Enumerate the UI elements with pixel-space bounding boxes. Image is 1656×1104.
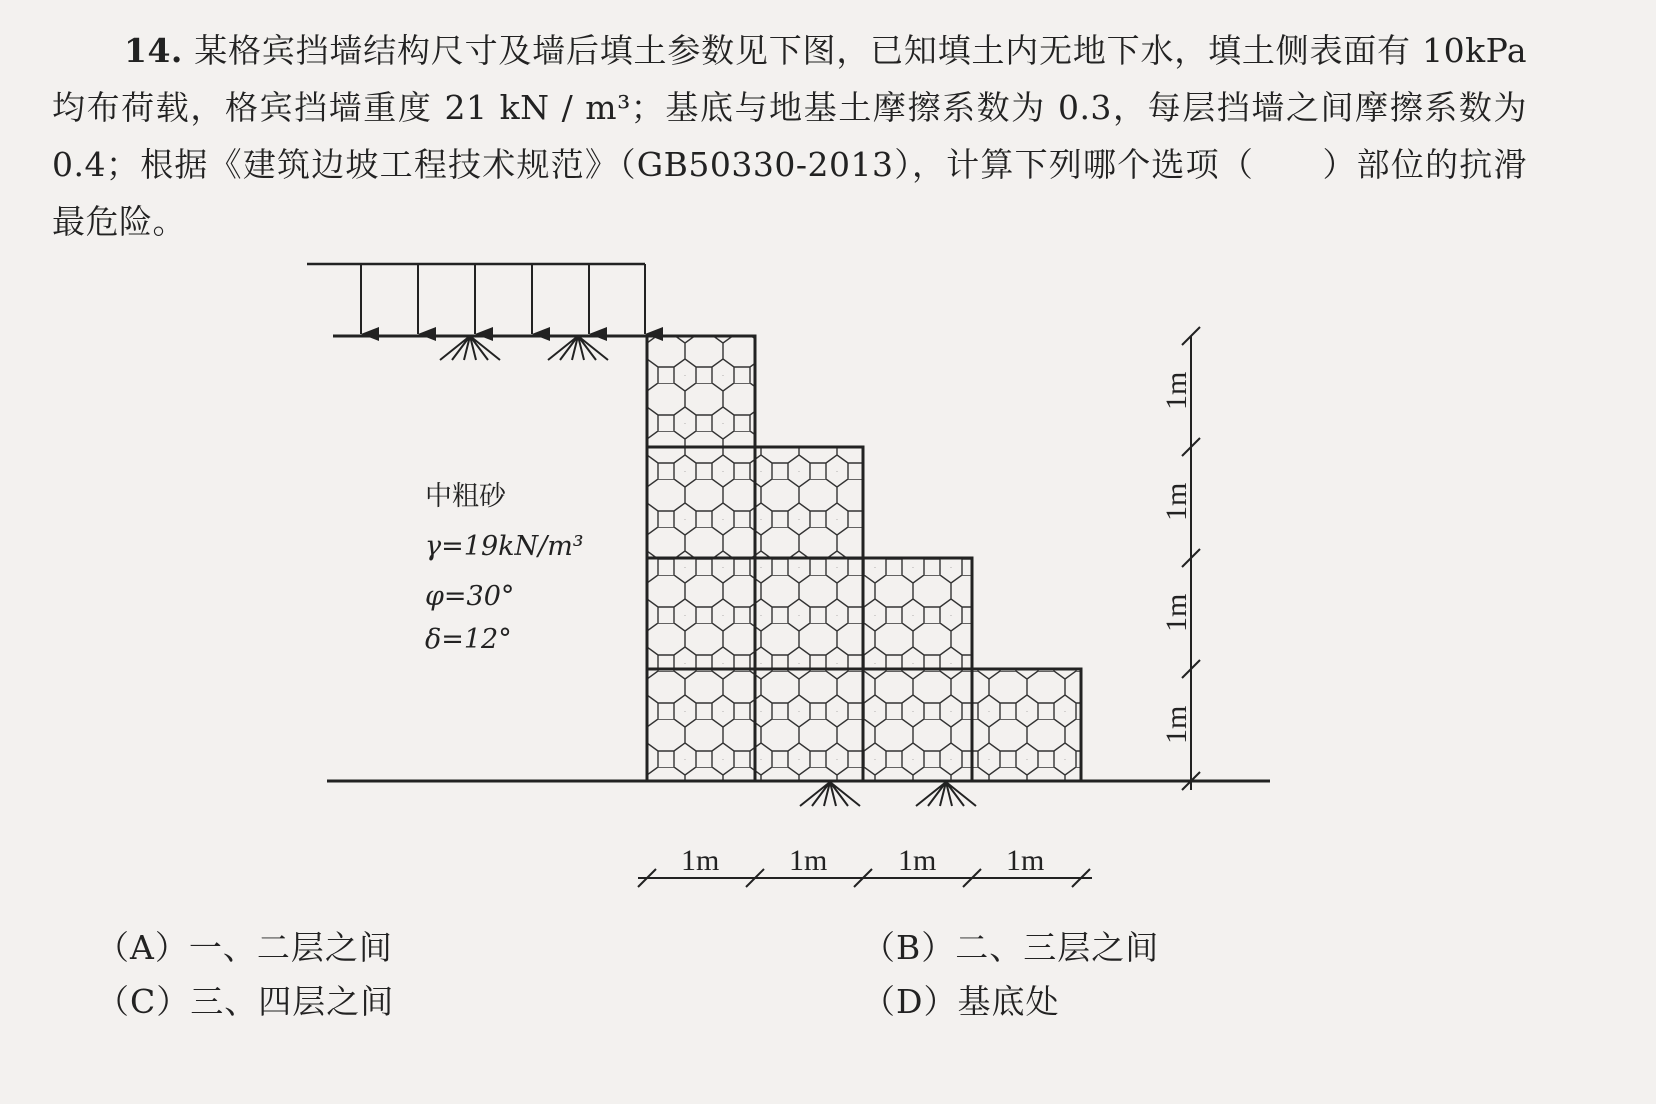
question-body: 某格宾挡墙结构尺寸及墙后填土参数见下图，已知填土内无地下水，填土侧表面有 10kPa 均布荷载，格宾挡墙重度 21 kN / m³；基底与地基土摩擦系数为 0.3，每层挡墙之间摩擦系数为 0.4；根据《建筑边坡工程技术规范》（GB50330-2013），计算下列哪个选项（ ）部位的抗滑最危险。 <box>52 31 1528 241</box>
gabion-boxes <box>647 336 1081 781</box>
horizontal-dimension-labels <box>681 844 1044 877</box>
hdim-label-1: 1m <box>681 844 720 877</box>
hdim-label-2: 1m <box>789 844 828 877</box>
soil-phi: φ=30° <box>425 581 515 612</box>
vdim-label-2: 1m <box>1160 482 1193 521</box>
vdim-label-3: 1m <box>1160 593 1193 632</box>
vertical-dimension-labels <box>1160 372 1193 744</box>
soil-delta: δ=12° <box>425 624 512 655</box>
question-number: 14. <box>124 31 183 70</box>
hdim-label-3: 1m <box>898 844 937 877</box>
vdim-label-1: 1m <box>1160 371 1193 410</box>
option-a[interactable]: （A）一、二层之间 <box>96 928 393 967</box>
soil-name: 中粗砂 <box>425 481 506 512</box>
surcharge-arrows <box>361 264 645 334</box>
option-d[interactable]: （D）基底处 <box>862 982 1060 1021</box>
option-b[interactable]: （B）二、三层之间 <box>862 928 1160 967</box>
soil-gamma: γ=19kN/m³ <box>425 531 584 562</box>
option-c[interactable]: （C）三、四层之间 <box>96 982 395 1021</box>
hdim-label-4: 1m <box>1006 844 1045 877</box>
vdim-label-4: 1m <box>1160 705 1193 744</box>
